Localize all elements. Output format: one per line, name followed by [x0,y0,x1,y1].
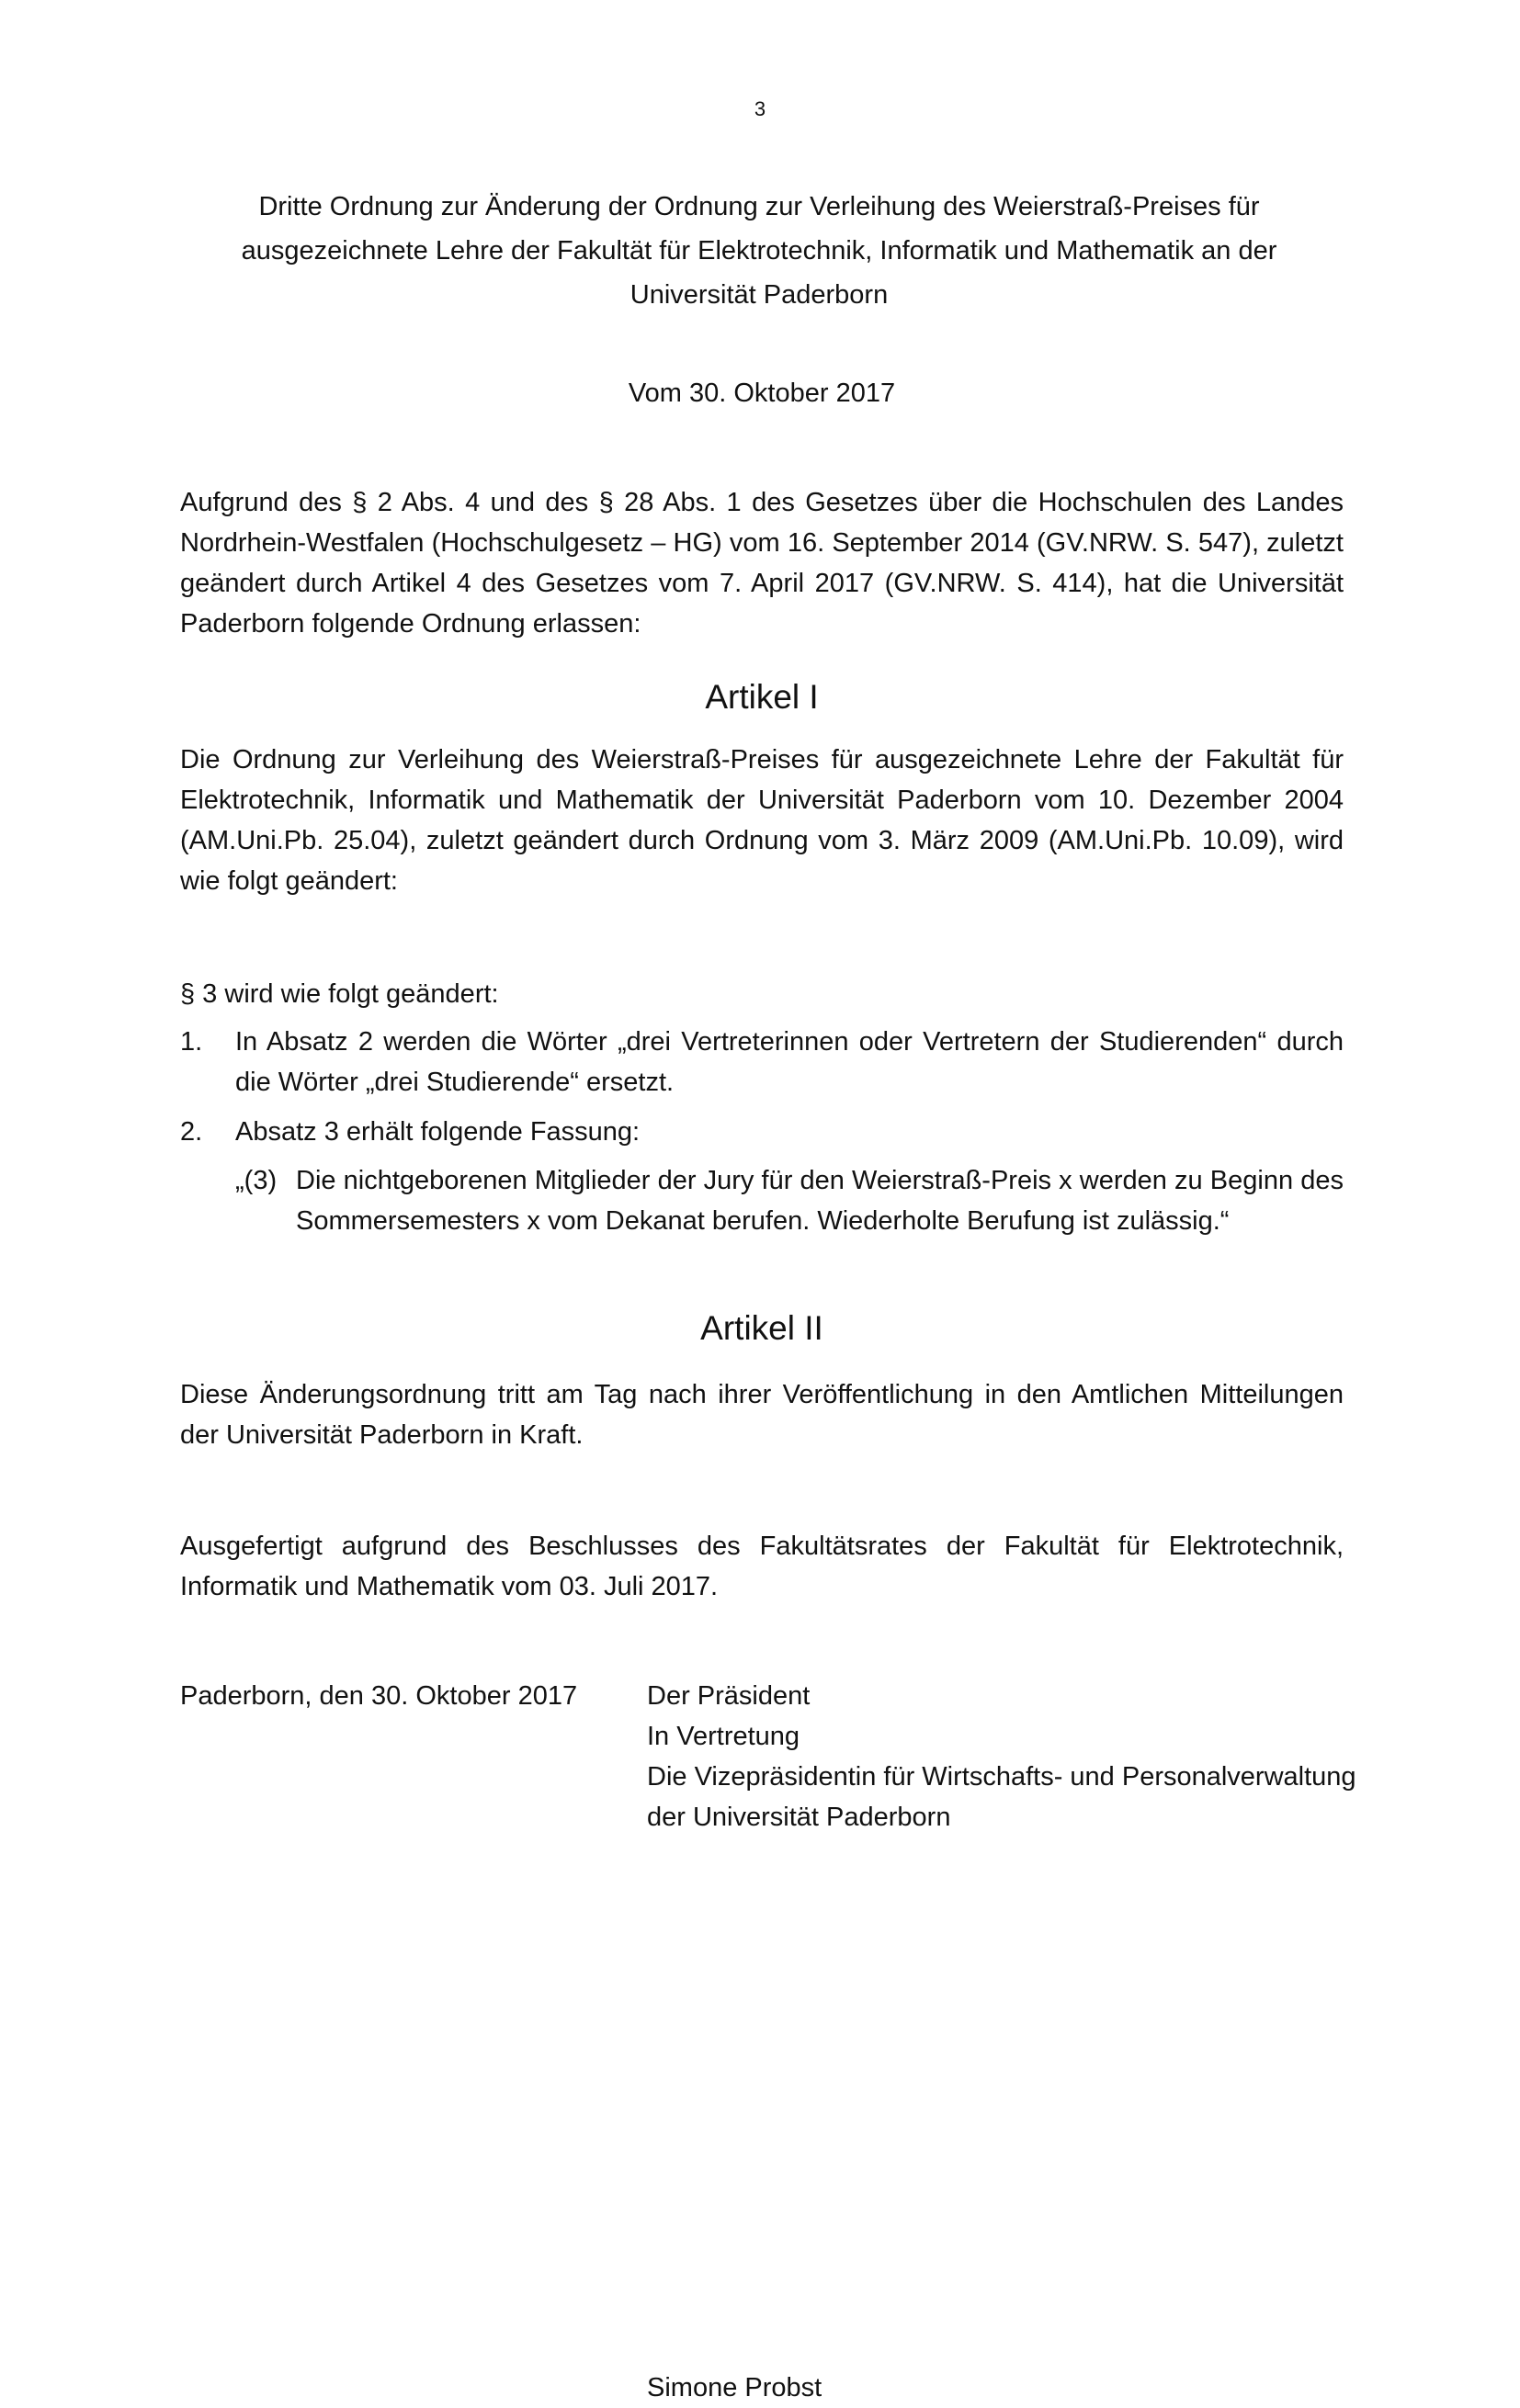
section-3-intro: § 3 wird wie folgt geändert: [180,979,499,1009]
list-item-number: 1. [180,1027,203,1057]
signature-line-deputy: In Vertretung [647,1722,800,1751]
article-2-body: Diese Änderungsordnung tritt am Tag nach ihrer Veröffentlichung in den Amtlichen Mitteilungen der Universität Paderborn in Kraft. [180,1380,1344,1450]
article-2-heading: Artikel II [700,1309,823,1347]
preamble-paragraph: Aufgrund des § 2 Abs. 4 und des § 28 Abs. 1 des Gesetzes über die Hochschulen des Landes Nordrhein-Westfalen (Hochschulgesetz – HG) vom 16. September 2014 (GV.NRW. S. 547), zuletzt geändert durch Artikel 4 des Gesetzes vom 7. April 2017 (GV.NRW. S. 414), hat die Universität Paderborn folgende Ordnung erlassen: [180,488,1344,639]
article-1-body: Die Ordnung zur Verleihung des Weierstraß-Preises für ausgezeichnete Lehre der Fakultät für Elektrotechnik, Informatik und Mathematik der Universität Paderborn vom 10. Dezember 2004 (AM.Uni.Pb. 25.04), zuletzt geändert durch Ordnung vom 3. März 2009 (AM.Uni.Pb. 10.09), wird wie folgt geändert: [180,745,1344,896]
page-number: 3 [754,97,766,120]
article-1-heading: Artikel I [705,678,819,716]
list-item-text: Absatz 3 erhält folgende Fassung: [235,1117,641,1147]
signature-block [647,1676,1356,1837]
signature-line-president: Der Präsident [647,1681,811,1711]
signature-line-university: der Universität Paderborn [647,1803,951,1832]
list-item-text: In Absatz 2 werden die Wörter „drei Vertreterinnen oder Vertretern der Studierenden“ durch die Wörter „drei Studierende“ ersetzt. [235,1027,1344,1097]
quoted-paragraph-number: „(3) [235,1166,278,1195]
signature-line-vice-president: Die Vizepräsidentin für Wirtschafts- und Personalverwaltung [647,1762,1356,1792]
list-item-number: 2. [180,1117,203,1147]
document-title: Dritte Ordnung zur Änderung der Ordnung zur Verleihung des Weierstraß-Preises für ausgezeichnete Lehre der Fakultät für Elektrotechnik, Informatik und Mathematik an der Universität Paderborn [241,192,1277,310]
quoted-paragraph-text: Die nichtgeborenen Mitglieder der Jury für den Weierstraß-Preis x werden zu Beginn des Sommersemesters x vom Dekanat berufen. Wiederholte Berufung ist zulässig.“ [296,1166,1344,1236]
place-and-date: Paderborn, den 30. Oktober 2017 [180,1681,578,1711]
execution-note: Ausgefertigt aufgrund des Beschlusses des Fakultätsrates der Fakultät für Elektrotechnik, Informatik und Mathematik vom 03. Juli 2017. [180,1532,1344,1601]
signer-name: Simone Probst [647,2373,822,2402]
date-line: Vom 30. Oktober 2017 [628,379,896,408]
